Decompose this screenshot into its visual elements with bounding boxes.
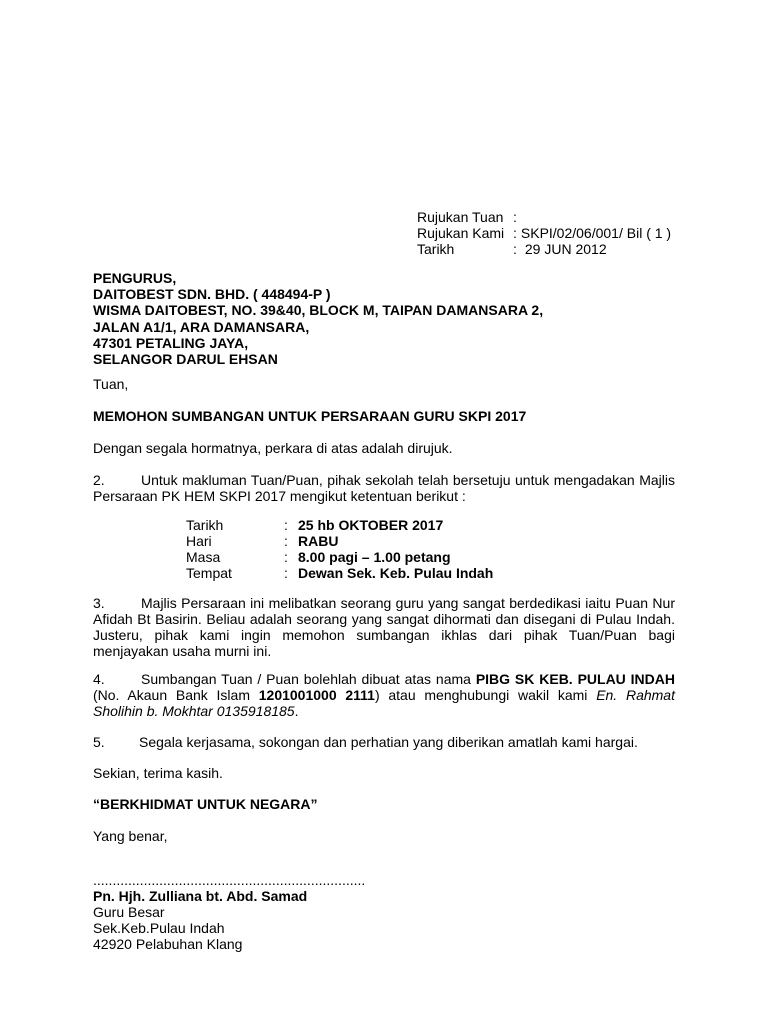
ref-tuan-sep: : xyxy=(513,209,517,225)
school-name: Sek.Keb.Pulau Indah xyxy=(93,920,225,936)
ref-tuan-label: Rujukan Tuan xyxy=(417,209,504,225)
ref-date-row xyxy=(417,241,671,257)
motto: “BERKHIDMAT UNTUK NEGARA” xyxy=(93,796,318,812)
intro-paragraph: Dengan segala hormatnya, perkara di atas adalah dirujuk. xyxy=(93,440,453,456)
detail-sep: : xyxy=(284,549,288,565)
ref-kami-label: Rujukan Kami xyxy=(417,225,505,241)
detail-row xyxy=(186,565,493,581)
paragraph-text: Sumbangan Tuan / Puan bolehlah dibuat atas nama xyxy=(141,671,476,687)
detail-label: Tempat xyxy=(186,565,232,581)
paragraph-number: 2. xyxy=(93,472,105,488)
paragraph-number: 5. xyxy=(93,734,105,750)
account-number: 1201001000 2111 xyxy=(258,687,375,703)
ref-tuan-row xyxy=(417,209,671,225)
paragraph-text: (No. Akaun Bank Islam xyxy=(93,687,259,703)
recipient-address xyxy=(93,270,543,367)
detail-sep: : xyxy=(284,533,288,549)
paragraph-text: Segala kerjasama, sokongan dan perhatian yang diberikan amatlah kami hargai. xyxy=(139,734,638,750)
detail-value: 8.00 pagi – 1.00 petang xyxy=(298,549,451,565)
ref-kami-sep: : xyxy=(513,225,517,241)
recipient-line: WISMA DAITOBEST, NO. 39&40, BLOCK M, TAIPAN DAMANSARA 2, xyxy=(93,302,544,319)
ref-date-label: Tarikh xyxy=(417,241,455,257)
detail-value: 25 hb OKTOBER 2017 xyxy=(298,517,444,533)
account-name: PIBG SK KEB. PULAU INDAH xyxy=(475,671,675,687)
detail-label: Masa xyxy=(186,549,221,565)
event-details xyxy=(186,517,493,581)
subject-line: MEMOHON SUMBANGAN UNTUK PERSARAAN GURU SKPI 2017 xyxy=(93,408,527,424)
paragraph-text: Majlis Persaraan ini melibatkan seorang guru yang sangat berdedikasi iaitu Puan Nur Afidah Bt Basirin. Beliau adalah seorang yang sangat dihormati dan disegani di Pulau Indah. Justeru, pihak kami ingin memohon sumbangan ikhlas dari pihak Tuan/Puan bagi menjayakan usaha murni ini. xyxy=(93,595,675,659)
recipient-line: DAITOBEST SDN. BHD. ( 448494-P ) xyxy=(93,286,331,303)
detail-value: RABU xyxy=(298,533,339,549)
signatory-name: Pn. Hjh. Zulliana bt. Abd. Samad xyxy=(93,888,308,904)
paragraph-text: . xyxy=(294,703,299,719)
detail-label: Hari xyxy=(186,533,212,549)
detail-row xyxy=(186,533,493,549)
paragraph-text: ) atau menghubungi wakil kami xyxy=(374,687,597,703)
signatory-title: Guru Besar xyxy=(93,904,165,920)
detail-row xyxy=(186,549,493,565)
paragraph-4 xyxy=(93,671,675,719)
ref-kami-value: SKPI/02/06/001/ Bil ( 1 ) xyxy=(520,225,672,241)
recipient-line: PENGURUS, xyxy=(93,270,177,286)
paragraph-5 xyxy=(93,734,675,750)
paragraph-number: 4. xyxy=(93,671,105,687)
recipient-line: 47301 PETALING JAYA, xyxy=(93,334,249,351)
contact-person: En. Rahmat Sholihin b. Mokhtar 0135918185 xyxy=(93,687,675,719)
recipient-line: JALAN A1/1, ARA DAMANSARA, xyxy=(93,318,310,335)
regards-line: Yang benar, xyxy=(93,828,168,844)
school-address: 42920 Pelabuhan Klang xyxy=(93,936,243,952)
ref-date-value: 29 JUN 2012 xyxy=(524,241,607,257)
paragraph-3 xyxy=(93,595,675,659)
detail-row xyxy=(186,517,493,533)
paragraph-2 xyxy=(93,472,675,504)
detail-value: Dewan Sek. Keb. Pulau Indah xyxy=(298,565,494,581)
paragraph-number: 3. xyxy=(93,595,105,611)
detail-sep: : xyxy=(284,565,288,581)
signature-block xyxy=(93,872,365,952)
paragraph-text: Untuk makluman Tuan/Puan, pihak sekolah telah bersetuju untuk mengadakan Majlis Persaraan PK HEM SKPI 2017 mengikut ketentuan berikut : xyxy=(93,472,675,504)
recipient-line: SELANGOR DARUL EHSAN xyxy=(93,351,278,368)
signature-dots: ...................................................................... xyxy=(93,872,366,888)
salutation: Tuan, xyxy=(93,376,129,392)
reference-block xyxy=(417,209,671,257)
detail-sep: : xyxy=(284,517,288,533)
ref-kami-row xyxy=(417,225,671,241)
detail-label: Tarikh xyxy=(186,517,224,533)
ref-date-sep: : xyxy=(513,241,517,257)
closing-line: Sekian, terima kasih. xyxy=(93,765,223,781)
